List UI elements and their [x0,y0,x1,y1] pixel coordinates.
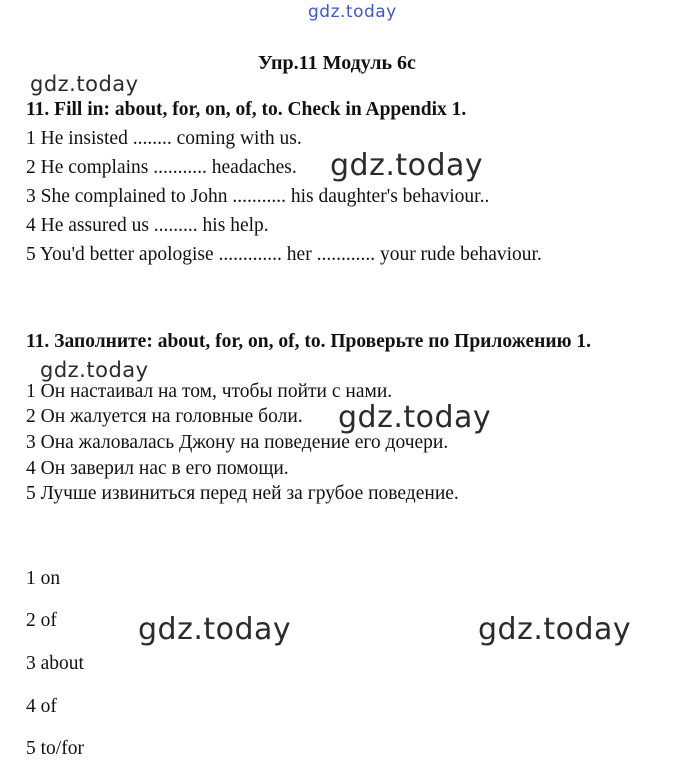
watermark-center-1: gdz.today [330,148,484,183]
russian-item-2: 2 Он жалуется на головные боли. [26,406,303,427]
watermark-left-1: gdz.today [30,72,139,96]
russian-item-5: 5 Лучше извиниться перед ней за грубое поведение. [26,483,459,504]
answer-1: 1 on [26,568,61,589]
watermark-top: gdz.today [308,2,397,22]
watermark-bottom-left: gdz.today [138,612,292,647]
english-item-5: 5 You'd better apologise ............. her ............ your rude behaviour. [26,244,542,265]
watermark-center-2: gdz.today [338,400,492,435]
english-item-1: 1 He insisted ........ coming with us. [26,128,302,149]
russian-item-3: 3 Она жаловалась Джону на поведение его дочери. [26,432,449,453]
english-heading: 11. Fill in: about, for, on, of, to. Check in Appendix 1. [26,99,467,120]
russian-item-1: 1 Он настаивал на том, чтобы пойти с нами. [26,381,393,402]
english-item-3: 3 She complained to John ........... his daughter's behaviour.. [26,186,490,207]
russian-heading: 11. Заполните: about, for, on, of, to. Проверьте по Приложению 1. [26,331,592,352]
answer-4: 4 of [26,696,57,717]
russian-item-4: 4 Он заверил нас в его помощи. [26,458,289,479]
answer-2: 2 of [26,610,57,631]
watermark-bottom-right: gdz.today [478,612,632,647]
page-title: Упр.11 Модуль 6с [258,52,416,74]
answer-3: 3 about [26,653,84,674]
english-item-4: 4 He assured us ......... his help. [26,215,269,236]
watermark-left-2: gdz.today [40,358,149,382]
answer-5: 5 to/for [26,738,84,759]
english-item-2: 2 He complains ........... headaches. [26,157,297,178]
